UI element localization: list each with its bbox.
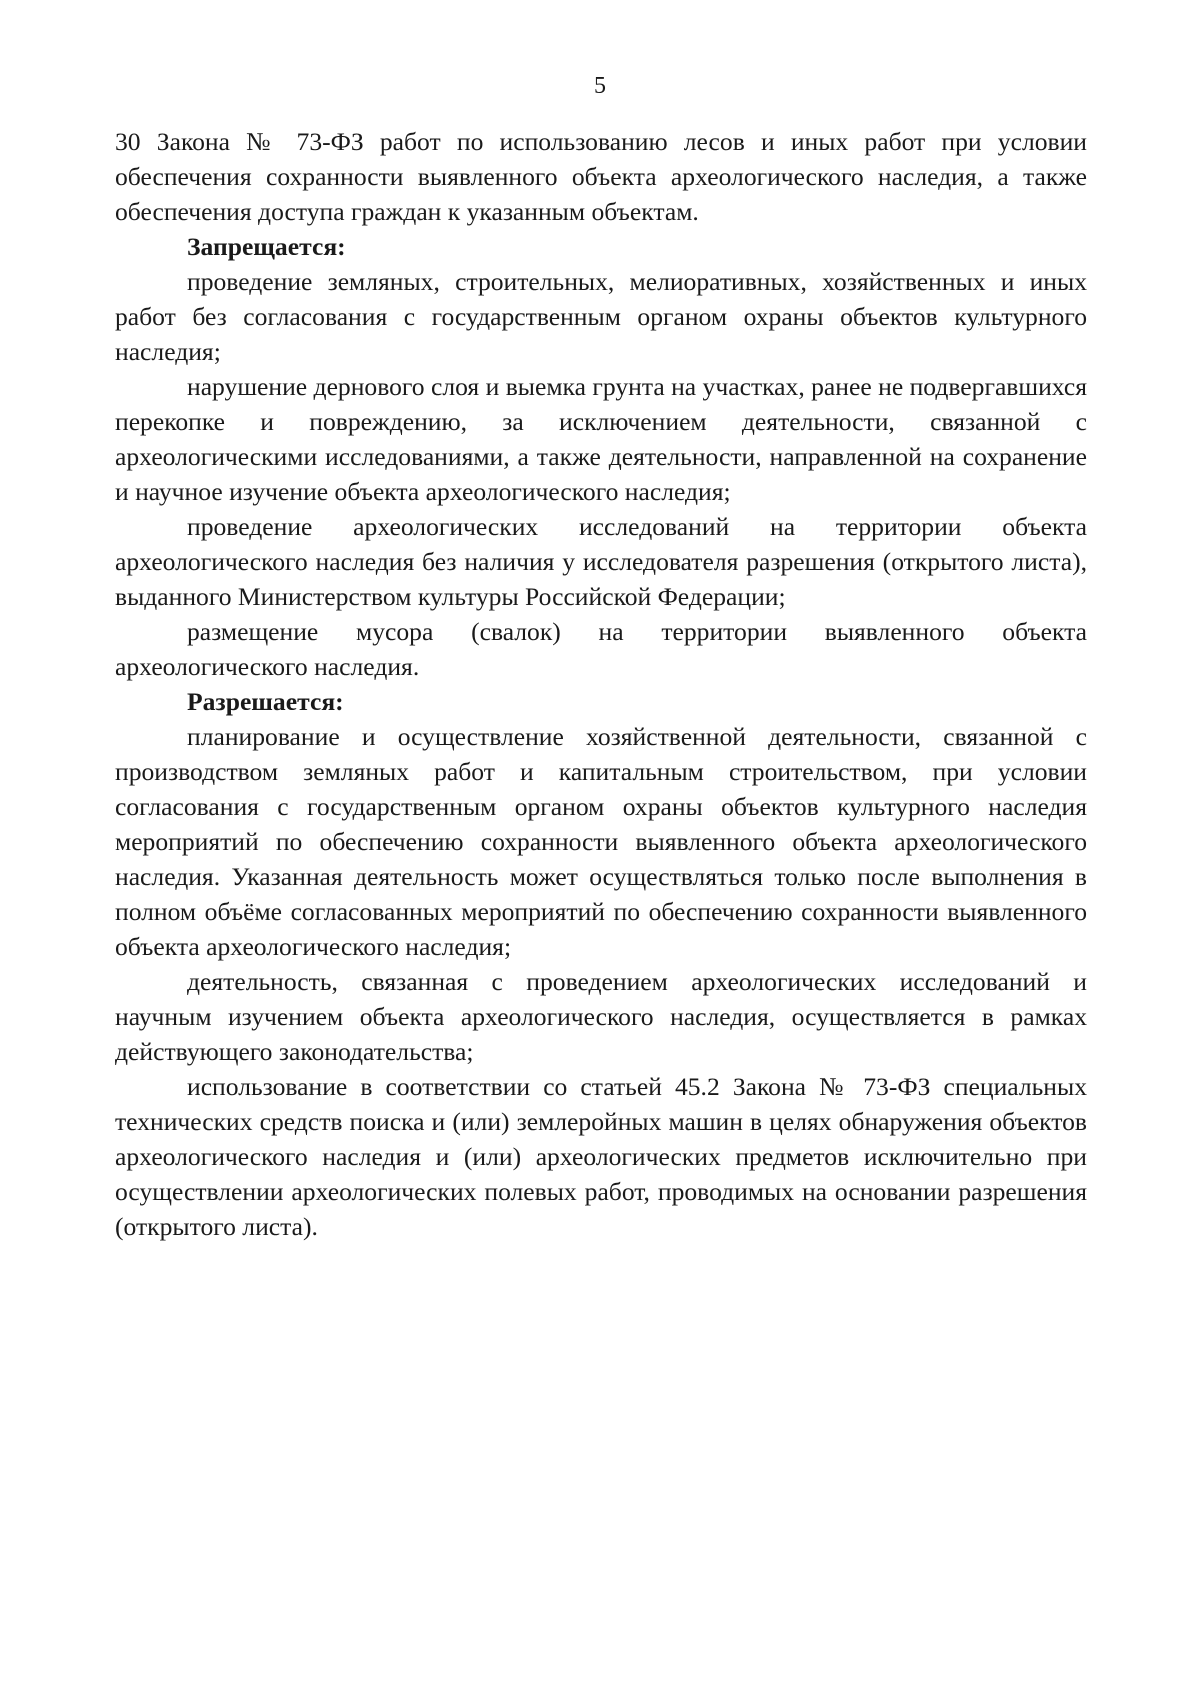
allowed-item: использование в соответствии со статьей 45.2 Закона № 73-ФЗ специальных технических средств поиска и (или) землеройных машин в целях обнаружения объектов археологического наследия и (или) археологических предметов исключительно при осуществлении археологических полевых работ, проводимых на основании разрешения (открытого листа). [115,1072,1087,1241]
prohibited-item: проведение земляных, строительных, мелиоративных, хозяйственных и иных работ без согласования с государственным органом охраны объектов культурного наследия; [115,267,1087,366]
prohibited-item: нарушение дернового слоя и выемка грунта на участках, ранее не подвергавшихся перекопке и повреждению, за исключением деятельности, связанной с археологическими исследованиями, а также деятельности, направленной на сохранение и научное изучение объекта археологического наследия; [115,372,1087,506]
prohibited-item: проведение археологических исследований на территории объекта археологического наследия без наличия у исследователя разрешения (открытого листа), выданного Министерством культуры Российской Федерации; [115,512,1087,611]
page-number: 5 [594,73,606,99]
allowed-item: планирование и осуществление хозяйственной деятельности, связанной с производством земляных работ и капитальным строительством, при условии согласования с государственным органом охраны объектов культурного наследия мероприятий по обеспечению сохранности выявленного объекта археологического наследия. Указанная деятельность может осуществляться только после выполнения в полном объёме согласованных мероприятий по обеспечению сохранности выявленного объекта археологического наследия; [115,722,1087,961]
allowed-heading: Разрешается: [187,687,344,716]
prohibited-heading: Запрещается: [187,232,346,261]
document-body [115,124,1087,1244]
intro-paragraph: 30 Закона № 73-ФЗ работ по использованию лесов и иных работ при условии обеспечения сохранности выявленного объекта археологического наследия, а также обеспечения доступа граждан к указанным объектам. [115,127,1087,226]
allowed-item: деятельность, связанная с проведением археологических исследований и научным изучением объекта археологического наследия, осуществляется в рамках действующего законодательства; [115,967,1087,1066]
prohibited-item: размещение мусора (свалок) на территории выявленного объекта археологического наследия. [115,617,1087,681]
